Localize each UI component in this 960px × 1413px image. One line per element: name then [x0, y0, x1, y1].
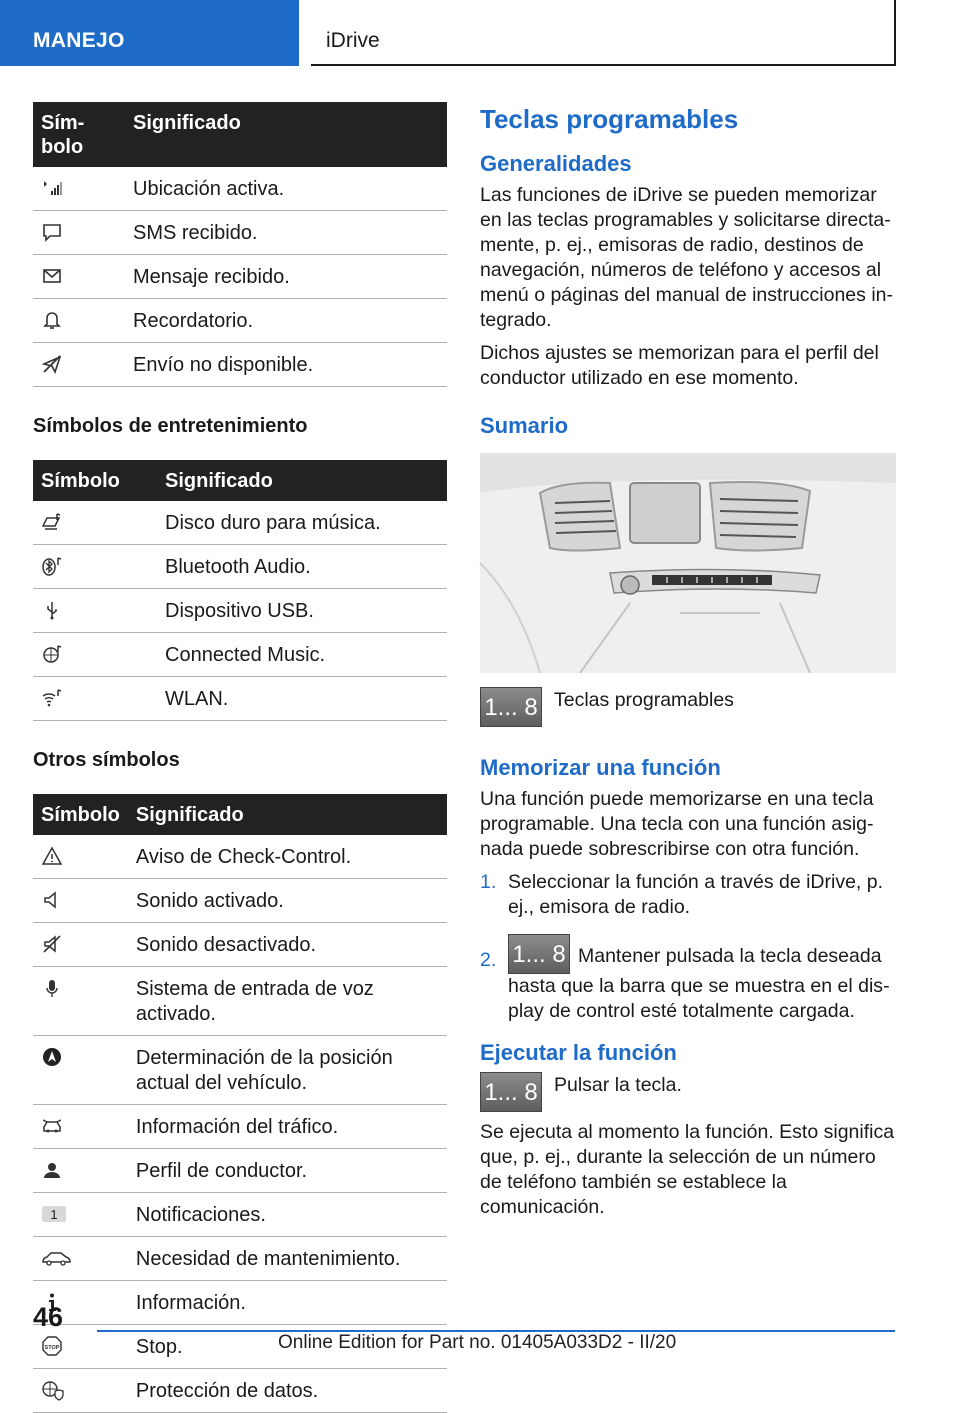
table-row [33, 1369, 447, 1413]
step-text: Mantener pulsada la tecla deseada hasta que la barra que se muestra en el display de control esté totalmente cargada. [508, 945, 890, 1022]
section-tab[interactable]: MANEJO [0, 0, 299, 66]
row-meaning: Protección de datos. [128, 1369, 447, 1413]
envelope-icon [41, 265, 117, 287]
table-row [33, 835, 447, 879]
dashboard-illustration [480, 453, 896, 673]
usb-icon [41, 599, 149, 621]
programmable-keys-badge: 1... 8 [480, 687, 542, 727]
table-row [33, 1149, 447, 1193]
row-meaning: Sistema de entrada de voz activado. [128, 967, 447, 1036]
table-header-meaning: Significado [157, 460, 447, 501]
table-row [33, 501, 447, 545]
row-meaning: Ubicación activa. [125, 167, 447, 211]
notification-count: 1 [50, 1207, 58, 1222]
step-number: 1. [480, 871, 497, 893]
data-protection-icon [41, 1379, 120, 1401]
row-meaning: Disco duro para música. [157, 501, 447, 545]
warning-triangle-icon [41, 845, 120, 867]
entertainment-symbols-heading: Símbolos de entretenimiento [33, 415, 308, 437]
position-arrow-icon [41, 1046, 120, 1068]
left-column [33, 102, 447, 1413]
footer-edition: Online Edition for Part no. 01405A033D2 - II/20 [278, 1332, 677, 1353]
notification-badge-icon [41, 1203, 120, 1225]
table-row [33, 923, 447, 967]
programmable-keys-badge: 1... 8 [480, 1072, 542, 1112]
hard-disk-music-icon [41, 511, 149, 533]
table-header-symbol: Símbolo [33, 794, 128, 835]
general-paragraph-1: Las funciones de iDrive se pueden memorizar en las teclas programables y solicitarse directamente, p. ej., emisoras de radio, destinos de navegación, números de teléfono y accesos al menú o páginas del manual de instrucciones integrado. [480, 184, 894, 331]
row-meaning: SMS recibido. [125, 211, 447, 255]
memorize-heading: Memorizar una función [480, 755, 721, 780]
table-row [33, 1105, 447, 1149]
page-number: 46 [33, 1302, 64, 1332]
row-meaning: Connected Music. [157, 633, 447, 677]
connected-music-icon [41, 643, 149, 665]
execute-caption: Pulsar la tecla. [554, 1074, 682, 1096]
row-meaning: Bluetooth Audio. [157, 545, 447, 589]
sms-bubble-icon [41, 221, 117, 243]
table-row [33, 1237, 447, 1281]
driver-profile-icon [41, 1159, 120, 1181]
row-meaning: Recordatorio. [125, 299, 447, 343]
row-meaning: Notificaciones. [128, 1193, 447, 1237]
table-header-meaning: Significado [125, 102, 447, 167]
row-meaning: Aviso de Check-Control. [128, 835, 447, 879]
row-meaning: Dispositivo USB. [157, 589, 447, 633]
stop-icon [41, 1335, 120, 1357]
general-heading: Generalidades [480, 151, 632, 176]
table-row [33, 343, 447, 387]
summary-caption: Teclas programables [554, 689, 734, 711]
entertainment-symbols-table [33, 460, 447, 721]
memorize-steps [480, 870, 896, 1024]
table-row [33, 299, 447, 343]
other-symbols-table [33, 794, 447, 1413]
row-meaning: Sonido desactivado. [128, 923, 447, 967]
table-row [33, 167, 447, 211]
step-item [480, 870, 896, 920]
table-row [33, 545, 447, 589]
memorize-paragraph: Una función puede memorizarse en una tecla programable. Una tecla con una función asignada puede sobrescribirse con otra función. [480, 788, 874, 860]
summary-heading: Sumario [480, 413, 569, 438]
table-header-symbol: Símbolo [33, 460, 157, 501]
row-meaning: Información. [128, 1281, 447, 1325]
step-text: Seleccionar la función a través de iDrive, p. ej., emisora de radio. [508, 871, 884, 918]
speaker-muted-icon [41, 933, 120, 955]
dashboard-photo [480, 453, 896, 673]
svg-text:STOP: STOP [44, 1345, 60, 1351]
topic-title: iDrive [311, 0, 896, 66]
programmable-keys-badge: 1... 8 [508, 934, 570, 974]
row-meaning: Necesidad de mantenimiento. [128, 1237, 447, 1281]
table-header-meaning: Significado [128, 794, 447, 835]
row-meaning: WLAN. [157, 677, 447, 721]
table-row [33, 633, 447, 677]
send-unavailable-icon [41, 353, 117, 375]
table-row [33, 879, 447, 923]
execute-caption-row [480, 1072, 896, 1112]
step-text-with-key [508, 934, 896, 1024]
section-title: Teclas programables [480, 104, 739, 134]
general-paragraph-2: Dichos ajustes se memorizan para el perfil del conductor utilizado en ese momento. [480, 342, 879, 389]
table-row [33, 677, 447, 721]
row-meaning: Envío no disponible. [125, 343, 447, 387]
row-meaning: Mensaje recibido. [125, 255, 447, 299]
execute-heading: Ejecutar la función [480, 1040, 677, 1065]
table-row [33, 1281, 447, 1325]
row-meaning: Stop. [128, 1325, 447, 1369]
speaker-icon [41, 889, 120, 911]
table-row [33, 1193, 447, 1237]
row-meaning: Información del tráfico. [128, 1105, 447, 1149]
table-header-symbol: Sím- bolo [33, 102, 125, 167]
car-service-icon [41, 1247, 120, 1269]
table-row [33, 967, 447, 1036]
table-row [33, 255, 447, 299]
status-symbols-table [33, 102, 447, 387]
row-meaning: Determinación de la posición actual del vehículo. [128, 1036, 447, 1105]
step-number: 2. [480, 949, 497, 971]
bell-icon [41, 309, 117, 331]
bluetooth-audio-icon [41, 555, 149, 577]
table-row [33, 211, 447, 255]
signal-location-icon [41, 177, 117, 199]
traffic-info-icon [41, 1115, 120, 1137]
row-meaning: Perfil de conductor. [128, 1149, 447, 1193]
table-row [33, 1036, 447, 1105]
wlan-icon [41, 687, 149, 709]
right-column [480, 100, 896, 1228]
table-row [33, 589, 447, 633]
execute-paragraph: Se ejecuta al momento la función. Esto significa que, p. ej., durante la selección de un número de teléfono también se establece la comunicación. [480, 1121, 895, 1218]
row-meaning: Sonido activado. [128, 879, 447, 923]
other-symbols-heading: Otros símbolos [33, 749, 180, 771]
step-item [480, 934, 896, 1024]
microphone-icon [41, 977, 120, 999]
summary-caption-row [480, 687, 896, 727]
page-header [0, 0, 960, 66]
